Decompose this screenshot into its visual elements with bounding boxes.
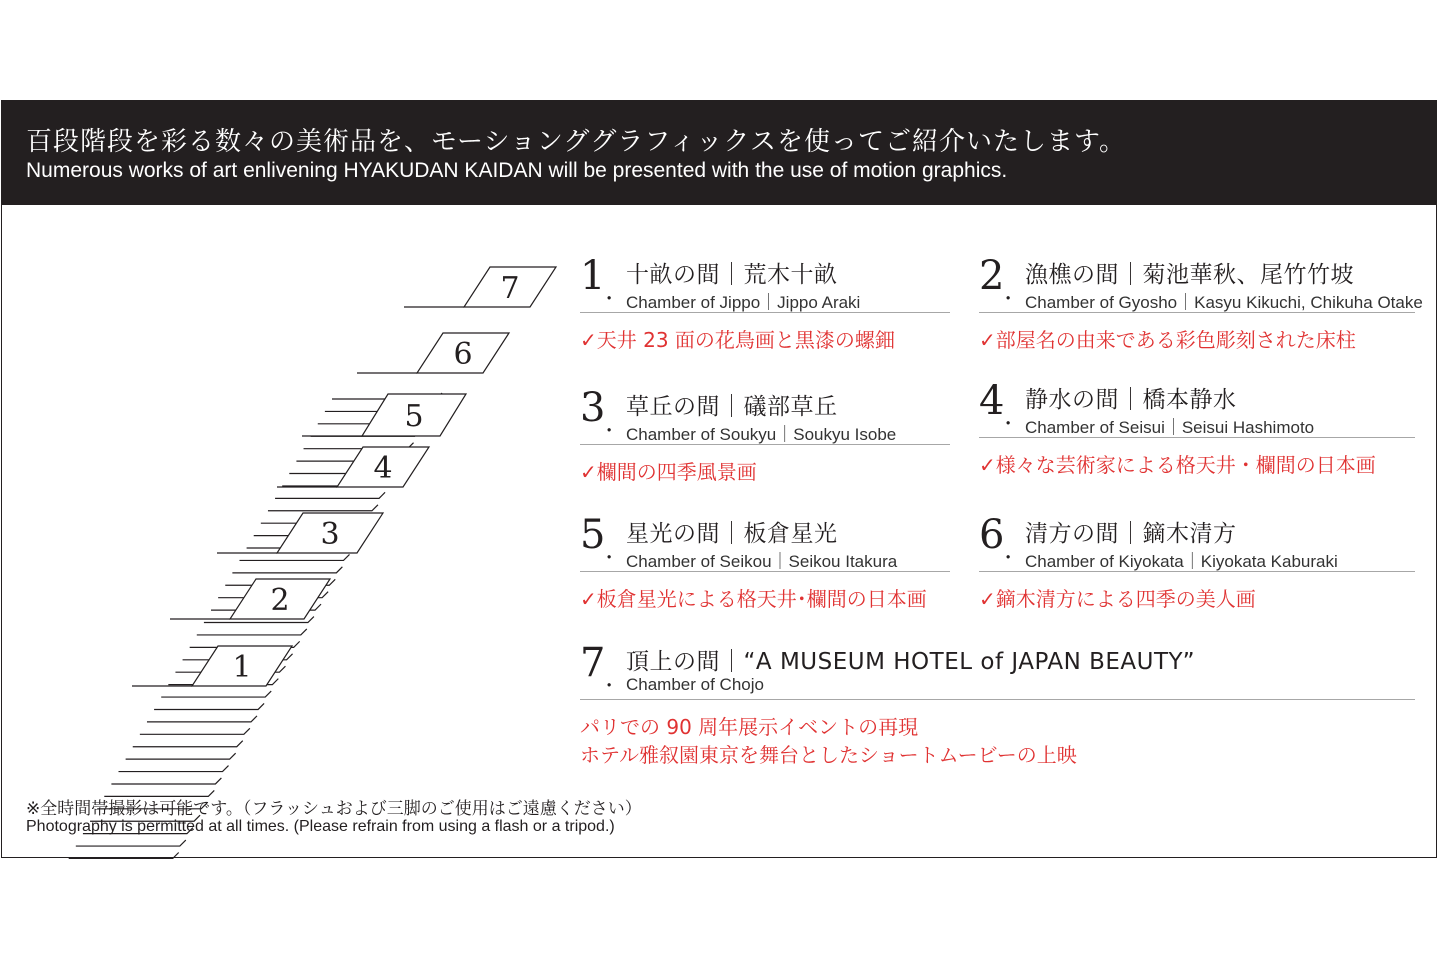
header-title-jp: 百段階段を彩る数々の美術品を、モーションググラフィックスを使ってご紹介いたします。: [26, 127, 1126, 157]
stair-step: [232, 567, 342, 573]
stair-step: [275, 492, 385, 498]
room-number: 1: [580, 253, 606, 299]
landing-number: 4: [373, 451, 393, 486]
stair-step: [239, 554, 349, 560]
room-name-jp: 漁樵の間｜菊池華秋、尾竹竹坡: [1025, 262, 1354, 288]
room-number: 6: [979, 512, 1005, 558]
landing-number: 7: [500, 271, 520, 306]
photo-note-en: Photography is permitted at all times. (Please refrain from using a flash or a tripod.): [26, 818, 615, 835]
room-number: 7: [580, 640, 606, 686]
room-number: 3: [580, 385, 606, 431]
stair-step: [268, 505, 378, 511]
stair-step: [140, 728, 250, 734]
room-highlight: ✓鏑木清方による四季の美人画: [979, 587, 1256, 611]
stair-step: [111, 778, 221, 784]
room-highlight: ✓様々な芸術家による格天井・欄間の日本画: [979, 453, 1376, 477]
landing-number: 6: [453, 337, 473, 372]
divider: [580, 444, 950, 445]
room-name-jp: 頂上の間｜“A MUSEUM HOTEL of JAPAN BEAUTY”: [626, 649, 1196, 675]
photo-note-jp: ※全時間帯撮影は可能です。（フラッシュおよび三脚のご使用はご遠慮ください）: [26, 799, 642, 819]
stair-step: [69, 852, 179, 858]
divider: [979, 312, 1415, 313]
room-number: 5: [580, 512, 606, 558]
landing-number: 5: [404, 399, 424, 434]
landing-number: 3: [320, 517, 340, 552]
room-highlight: パリでの 90 周年展示イベントの再現: [580, 715, 919, 739]
room-name-en: Chamber of Seisui｜Seisui Hashimoto: [1025, 418, 1315, 437]
room-highlight: ホテル雅叙園東京を舞台としたショートムービーの上映: [580, 743, 1077, 767]
stair-step: [126, 753, 236, 759]
room-highlight: ✓欄間の四季風景画: [580, 460, 757, 484]
room-name-jp: 星光の間｜板倉星光: [626, 521, 838, 547]
room-name-jp: 草丘の間｜礒部草丘: [626, 394, 838, 420]
header-banner: [2, 101, 1436, 205]
stair-step: [76, 840, 186, 846]
room-number: 2: [979, 253, 1005, 299]
divider: [580, 312, 950, 313]
room-name-en: Chamber of Seikou｜Seikou Itakura: [626, 552, 898, 571]
stair-step: [133, 741, 243, 747]
room-name-en: Chamber of Soukyu｜Soukyu Isobe: [626, 425, 897, 444]
room-name-en: Chamber of Chojo: [626, 675, 764, 694]
divider: [580, 699, 1415, 700]
room-highlight: ✓部屋名の由来である彩色彫刻された床柱: [979, 328, 1356, 352]
stair-step: [119, 766, 229, 772]
divider: [979, 437, 1415, 438]
stair-step: [154, 703, 264, 709]
stair-step: [197, 629, 307, 635]
staircase-diagram: [2, 201, 572, 859]
divider: [580, 571, 950, 572]
room-name-jp: 静水の間｜橋本静水: [1025, 387, 1237, 413]
room-name-jp: 清方の間｜鏑木清方: [1025, 521, 1237, 547]
header-title-en: Numerous works of art enlivening HYAKUDAN KAIDAN will be presented with the use of motion graphics.: [26, 159, 1008, 182]
stair-step: [147, 716, 257, 722]
room-name-en: Chamber of Kiyokata｜Kiyokata Kaburaki: [1025, 552, 1338, 571]
landings: [132, 267, 556, 686]
room-number: 4: [979, 378, 1005, 424]
stair-step: [161, 691, 271, 697]
landing-number: 1: [232, 650, 252, 685]
info-panel: 百段階段を彩る数々の美術品を、モーションググラフィックスを使ってご紹介いたします。 Numerous works of art enlivening HYAKUDAN KAIDAN will be presented with the use of motion graphics. 1 2 3 4 5 6 7 1 . 十畝の間｜荒木十畝 Chamber of Jippo｜Jippo Araki ✓天井 23 面の花鳥画と黒漆の螺鈿 2 . 漁樵の間｜菊池華秋、尾竹竹坡 Chamber of Gyosho｜Kasyu Kikuchi, Chikuha Otake ✓部屋名の由来である彩色彫刻された床柱 3 . 草丘の間｜礒部草丘 Chamber of Soukyu｜Soukyu Isobe ✓欄間の四季風景画 4 . 静水の間｜橋本静水 Chamber of Seisui｜Seisui Hashimoto ✓様々な芸術家による格天井・欄間の日本画 5 . 星光の間｜板倉星光 Chamber of Seikou｜Seikou Itakura ✓板倉星光による格天井･欄間の日本画 6 . 清方の間｜鏑木清方 Chamber of Kiyokata｜Kiyokata Kaburaki ✓鏑木清方による四季の美人画 7 . 頂上の間｜“A MUSEUM HOTEL of JAPAN BEAUTY” Chamber of Chojo パリでの 90 周年展示イベントの再現 ホテル雅叙園東京を舞台としたショートムービーの上映 ※全時間帯撮影は可能です。（フラッシュおよび三脚のご使用はご遠慮ください） Photography is permitted at all times. (Please refrain from using a flash or a tripod.): [1, 100, 1437, 858]
landing-number: 2: [270, 583, 290, 618]
room-name-en: Chamber of Gyosho｜Kasyu Kikuchi, Chikuha Otake: [1025, 293, 1423, 312]
room-name-en: Chamber of Jippo｜Jippo Araki: [626, 293, 861, 312]
room-highlight: ✓板倉星光による格天井･欄間の日本画: [580, 587, 927, 611]
divider: [979, 571, 1415, 572]
room-highlight: ✓天井 23 面の花鳥画と黒漆の螺鈿: [580, 328, 895, 352]
room-name-jp: 十畝の間｜荒木十畝: [626, 262, 838, 288]
